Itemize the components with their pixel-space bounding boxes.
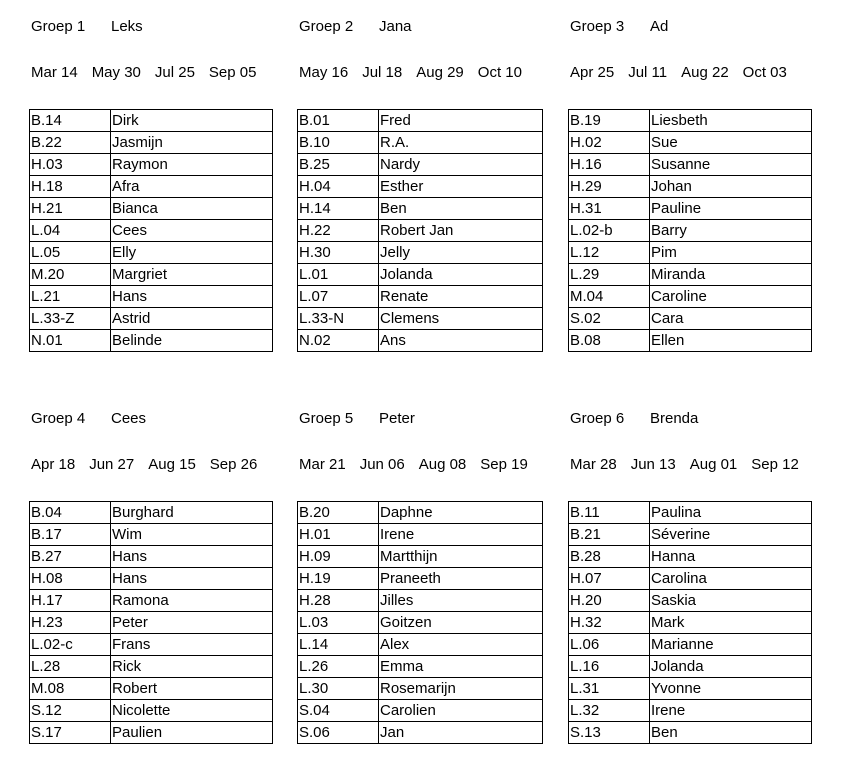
- member-code: H.19: [298, 568, 379, 590]
- group-dates: [299, 64, 536, 84]
- table-row: [569, 308, 812, 330]
- table-row: [569, 678, 812, 700]
- table-row: [30, 700, 273, 722]
- member-name: Hans: [111, 286, 273, 308]
- member-code: L.01: [298, 264, 379, 286]
- member-name: Robert: [111, 678, 273, 700]
- member-code: B.19: [569, 110, 650, 132]
- member-code: H.31: [569, 198, 650, 220]
- member-code: N.01: [30, 330, 111, 352]
- table-row: [298, 330, 543, 352]
- group-dates: [31, 456, 271, 476]
- member-code: H.02: [569, 132, 650, 154]
- member-name: Goitzen: [379, 612, 543, 634]
- member-code: H.20: [569, 590, 650, 612]
- table-row: [569, 154, 812, 176]
- group-dates: [299, 456, 542, 476]
- table-row: [569, 198, 812, 220]
- member-name: Ben: [379, 198, 543, 220]
- group-title: [570, 410, 698, 430]
- meeting-date: Mar 28: [570, 456, 617, 473]
- member-name: Raymon: [111, 154, 273, 176]
- table-row: [298, 678, 543, 700]
- table-row: [569, 546, 812, 568]
- member-code: S.12: [30, 700, 111, 722]
- table-row: [30, 546, 273, 568]
- member-name: Jolanda: [650, 656, 812, 678]
- member-code: L.07: [298, 286, 379, 308]
- table-row: [30, 590, 273, 612]
- member-name: Robert Jan: [379, 220, 543, 242]
- table-row: [298, 656, 543, 678]
- member-name: Hans: [111, 546, 273, 568]
- member-name: Praneeth: [379, 568, 543, 590]
- meeting-date: May 30: [91, 64, 141, 81]
- group-label: Groep 6: [570, 410, 625, 427]
- member-name: Cara: [650, 308, 812, 330]
- member-code: L.16: [569, 656, 650, 678]
- member-code: L.05: [30, 242, 111, 264]
- member-code: L.12: [569, 242, 650, 264]
- member-code: M.04: [569, 286, 650, 308]
- table-row: [298, 700, 543, 722]
- member-name: Jilles: [379, 590, 543, 612]
- meeting-date: Aug 15: [148, 456, 196, 473]
- member-name: Carolina: [650, 568, 812, 590]
- table-row: [30, 502, 273, 524]
- member-name: Ellen: [650, 330, 812, 352]
- table-row: [30, 264, 273, 286]
- member-name: Afra: [111, 176, 273, 198]
- table-row: [569, 330, 812, 352]
- member-name: Bianca: [111, 198, 273, 220]
- member-name: Frans: [111, 634, 273, 656]
- member-name: Elly: [111, 242, 273, 264]
- table-row: [298, 264, 543, 286]
- member-code: H.30: [298, 242, 379, 264]
- member-code: H.09: [298, 546, 379, 568]
- member-code: S.04: [298, 700, 379, 722]
- meeting-date: May 16: [299, 64, 349, 81]
- member-name: Margriet: [111, 264, 273, 286]
- table-row: [298, 722, 543, 744]
- member-name: Jolanda: [379, 264, 543, 286]
- member-name: Johan: [650, 176, 812, 198]
- member-name: Daphne: [379, 502, 543, 524]
- member-name: Susanne: [650, 154, 812, 176]
- member-code: B.27: [30, 546, 111, 568]
- group-title: [31, 18, 143, 38]
- table-row: [569, 568, 812, 590]
- member-code: H.01: [298, 524, 379, 546]
- group-leader: Leks: [111, 18, 143, 35]
- meeting-date: Sep 19: [480, 456, 528, 473]
- meeting-date: Aug 29: [416, 64, 464, 81]
- member-name: Cees: [111, 220, 273, 242]
- member-name: Miranda: [650, 264, 812, 286]
- member-name: R.A.: [379, 132, 543, 154]
- member-name: Pauline: [650, 198, 812, 220]
- table-row: [30, 286, 273, 308]
- member-name: Esther: [379, 176, 543, 198]
- member-name: Rosemarijn: [379, 678, 543, 700]
- member-table: [29, 109, 273, 352]
- member-code: B.01: [298, 110, 379, 132]
- member-name: Nicolette: [111, 700, 273, 722]
- member-name: Fred: [379, 110, 543, 132]
- member-code: H.18: [30, 176, 111, 198]
- member-table: [297, 501, 543, 744]
- member-code: B.08: [569, 330, 650, 352]
- member-name: Ramona: [111, 590, 273, 612]
- group-label: Groep 3: [570, 18, 625, 35]
- table-row: [298, 502, 543, 524]
- member-name: Jasmijn: [111, 132, 273, 154]
- member-code: H.14: [298, 198, 379, 220]
- member-name: Dirk: [111, 110, 273, 132]
- table-row: [569, 242, 812, 264]
- member-code: L.31: [569, 678, 650, 700]
- table-row: [298, 568, 543, 590]
- table-row: [569, 264, 812, 286]
- meeting-date: Aug 01: [689, 456, 738, 473]
- member-table: [29, 501, 273, 744]
- member-code: L.04: [30, 220, 111, 242]
- group-label: Groep 2: [299, 18, 354, 35]
- table-row: [298, 132, 543, 154]
- group-dates: [570, 456, 813, 476]
- meeting-date: Sep 26: [209, 456, 258, 473]
- member-name: Nardy: [379, 154, 543, 176]
- table-row: [30, 634, 273, 656]
- table-row: [298, 286, 543, 308]
- table-row: [569, 132, 812, 154]
- member-code: L.32: [569, 700, 650, 722]
- member-code: L.14: [298, 634, 379, 656]
- meeting-date: Aug 22: [681, 64, 729, 81]
- table-row: [30, 656, 273, 678]
- table-row: [298, 634, 543, 656]
- table-row: [30, 176, 273, 198]
- table-row: [298, 524, 543, 546]
- member-name: Hanna: [650, 546, 812, 568]
- table-row: [569, 634, 812, 656]
- table-row: [569, 590, 812, 612]
- member-code: H.28: [298, 590, 379, 612]
- member-code: M.08: [30, 678, 111, 700]
- meeting-date: Oct 10: [477, 64, 522, 81]
- table-row: [30, 568, 273, 590]
- member-name: Saskia: [650, 590, 812, 612]
- member-name: Ben: [650, 722, 812, 744]
- member-name: Séverine: [650, 524, 812, 546]
- member-code: H.22: [298, 220, 379, 242]
- member-code: H.21: [30, 198, 111, 220]
- member-code: B.10: [298, 132, 379, 154]
- member-code: L.02-c: [30, 634, 111, 656]
- member-code: B.11: [569, 502, 650, 524]
- table-row: [298, 198, 543, 220]
- member-code: B.25: [298, 154, 379, 176]
- meeting-date: Sep 12: [751, 456, 799, 473]
- meeting-date: Jul 11: [628, 64, 668, 81]
- group-title: [299, 18, 412, 38]
- group-dates: [570, 64, 801, 84]
- table-row: [298, 308, 543, 330]
- table-row: [298, 612, 543, 634]
- member-name: Hans: [111, 568, 273, 590]
- group-title: [299, 410, 415, 430]
- member-code: N.02: [298, 330, 379, 352]
- member-name: Paulien: [111, 722, 273, 744]
- member-name: Irene: [379, 524, 543, 546]
- member-name: Jelly: [379, 242, 543, 264]
- member-name: Carolien: [379, 700, 543, 722]
- table-row: [30, 678, 273, 700]
- member-name: Pim: [650, 242, 812, 264]
- table-row: [569, 286, 812, 308]
- member-code: B.20: [298, 502, 379, 524]
- meeting-date: Aug 08: [418, 456, 467, 473]
- member-name: Barry: [650, 220, 812, 242]
- member-code: B.14: [30, 110, 111, 132]
- group-label: Groep 1: [31, 18, 86, 35]
- member-code: H.17: [30, 590, 111, 612]
- member-code: L.33-Z: [30, 308, 111, 330]
- member-name: Alex: [379, 634, 543, 656]
- meeting-date: Apr 25: [570, 64, 615, 81]
- table-row: [569, 502, 812, 524]
- member-code: L.30: [298, 678, 379, 700]
- meeting-date: Sep 05: [208, 64, 257, 81]
- member-code: B.22: [30, 132, 111, 154]
- meeting-date: Mar 21: [299, 456, 346, 473]
- member-code: H.29: [569, 176, 650, 198]
- meeting-date: Jul 25: [154, 64, 195, 81]
- group-leader: Jana: [379, 18, 412, 35]
- group-leader: Ad: [650, 18, 669, 35]
- member-name: Emma: [379, 656, 543, 678]
- member-name: Paulina: [650, 502, 812, 524]
- table-row: [298, 590, 543, 612]
- member-name: Mark: [650, 612, 812, 634]
- table-row: [30, 220, 273, 242]
- meeting-date: Jun 06: [359, 456, 405, 473]
- member-name: Clemens: [379, 308, 543, 330]
- table-row: [569, 612, 812, 634]
- member-name: Irene: [650, 700, 812, 722]
- table-row: [569, 700, 812, 722]
- table-row: [298, 176, 543, 198]
- member-table: [297, 109, 543, 352]
- table-row: [298, 546, 543, 568]
- member-code: L.28: [30, 656, 111, 678]
- table-row: [298, 110, 543, 132]
- table-row: [569, 220, 812, 242]
- table-row: [30, 110, 273, 132]
- member-name: Liesbeth: [650, 110, 812, 132]
- member-name: Wim: [111, 524, 273, 546]
- table-row: [30, 308, 273, 330]
- member-table: [568, 109, 812, 352]
- meeting-date: Jul 18: [362, 64, 403, 81]
- member-code: H.03: [30, 154, 111, 176]
- member-code: B.17: [30, 524, 111, 546]
- table-row: [569, 722, 812, 744]
- member-code: L.26: [298, 656, 379, 678]
- table-row: [569, 524, 812, 546]
- group-dates: [31, 64, 270, 84]
- meeting-date: Jun 13: [630, 456, 676, 473]
- member-code: L.06: [569, 634, 650, 656]
- table-row: [30, 612, 273, 634]
- member-name: Renate: [379, 286, 543, 308]
- member-code: H.08: [30, 568, 111, 590]
- group-label: Groep 4: [31, 410, 86, 427]
- meeting-date: Apr 18: [31, 456, 76, 473]
- member-code: S.06: [298, 722, 379, 744]
- member-code: H.32: [569, 612, 650, 634]
- group-leader: Peter: [379, 410, 415, 427]
- member-code: B.28: [569, 546, 650, 568]
- meeting-date: Oct 03: [742, 64, 787, 81]
- table-row: [30, 330, 273, 352]
- member-code: L.02-b: [569, 220, 650, 242]
- member-code: H.23: [30, 612, 111, 634]
- table-row: [569, 656, 812, 678]
- member-name: Ans: [379, 330, 543, 352]
- table-row: [569, 176, 812, 198]
- member-name: Burghard: [111, 502, 273, 524]
- member-code: H.16: [569, 154, 650, 176]
- member-code: S.13: [569, 722, 650, 744]
- member-code: L.29: [569, 264, 650, 286]
- table-row: [569, 110, 812, 132]
- member-name: Marianne: [650, 634, 812, 656]
- member-code: L.33-N: [298, 308, 379, 330]
- member-code: B.04: [30, 502, 111, 524]
- member-name: Jan: [379, 722, 543, 744]
- member-code: B.21: [569, 524, 650, 546]
- member-code: S.02: [569, 308, 650, 330]
- member-name: Rick: [111, 656, 273, 678]
- group-label: Groep 5: [299, 410, 354, 427]
- table-row: [30, 242, 273, 264]
- member-name: Yvonne: [650, 678, 812, 700]
- table-row: [30, 154, 273, 176]
- group-leader: Cees: [111, 410, 147, 427]
- member-code: L.03: [298, 612, 379, 634]
- table-row: [30, 198, 273, 220]
- member-name: Caroline: [650, 286, 812, 308]
- member-table: [568, 501, 812, 744]
- member-code: H.04: [298, 176, 379, 198]
- member-code: H.07: [569, 568, 650, 590]
- table-row: [298, 220, 543, 242]
- group-leader: Brenda: [650, 410, 699, 427]
- table-row: [30, 722, 273, 744]
- member-code: M.20: [30, 264, 111, 286]
- member-code: L.21: [30, 286, 111, 308]
- table-row: [298, 154, 543, 176]
- member-name: Sue: [650, 132, 812, 154]
- meeting-date: Jun 27: [89, 456, 135, 473]
- member-code: S.17: [30, 722, 111, 744]
- table-row: [298, 242, 543, 264]
- table-row: [30, 132, 273, 154]
- member-name: Belinde: [111, 330, 273, 352]
- meeting-date: Mar 14: [31, 64, 78, 81]
- group-title: [570, 18, 668, 38]
- member-name: Martthijn: [379, 546, 543, 568]
- table-row: [30, 524, 273, 546]
- member-name: Peter: [111, 612, 273, 634]
- group-title: [31, 410, 146, 430]
- member-name: Astrid: [111, 308, 273, 330]
